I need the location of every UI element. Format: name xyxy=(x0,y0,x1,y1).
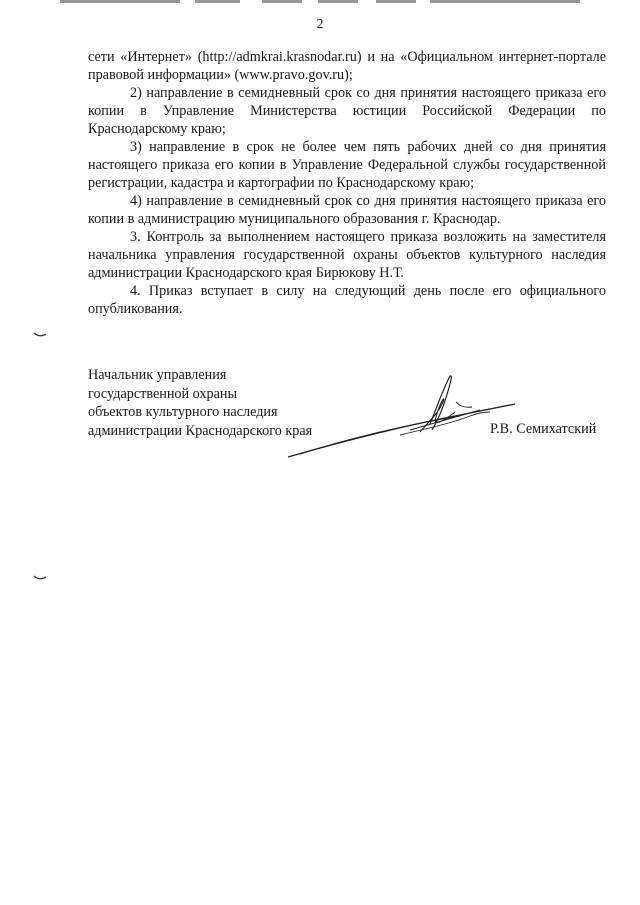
margin-scan-mark xyxy=(33,331,47,339)
paragraph-item-3: 3) направление в срок не более чем пять рабочих дней со дня принятия настоящего приказа его копии в Управление Федеральной службы государственной регистрации, кадастра и картографии по Краснодарскому краю; xyxy=(88,139,606,191)
signatory-title-line: Начальник управления xyxy=(88,367,227,383)
scan-edge-mark xyxy=(318,0,358,3)
paragraph-item-2: 2) направление в семидневный срок со дня принятия настоящего приказа его копии в Управление Министерства юстиции Российской Федерации по Краснодарскому краю; xyxy=(88,85,606,137)
signatory-title-line: объектов культурного наследия xyxy=(88,404,278,420)
scan-edge-mark xyxy=(195,0,240,3)
margin-scan-mark xyxy=(33,574,47,582)
paragraph-item-4: 4) направление в семидневный срок со дня принятия настоящего приказа его копии в администрацию муниципального образования г. Краснодар. xyxy=(88,193,606,227)
signatory-title-line: администрации Краснодарского края xyxy=(88,422,313,439)
scan-edge-mark xyxy=(262,0,302,3)
signer-name: Р.В. Семихатский xyxy=(490,421,597,437)
scan-edge-mark xyxy=(430,0,580,3)
paragraph-continuation: сети «Интернет» (http://admkrai.krasnodar.ru) и на «Официальном интернет-портале правовой информации» (www.pravo.gov.ru); xyxy=(88,49,606,83)
document-body xyxy=(88,48,606,318)
handwritten-signature xyxy=(280,372,520,467)
scan-edge-mark xyxy=(60,0,180,3)
paragraph-effective-date: 4. Приказ вступает в силу на следующий день после его официального опубликования. xyxy=(88,283,606,317)
scan-edge-mark xyxy=(376,0,416,3)
page-number: 2 xyxy=(316,17,324,32)
paragraph-control: 3. Контроль за выполнением настоящего приказа возложить на заместителя начальника управления государственной охраны объектов культурного наследия администрации Краснодарского края Бирюкову Н.Т. xyxy=(88,229,606,281)
signatory-title-line: государственной охраны xyxy=(88,385,238,402)
